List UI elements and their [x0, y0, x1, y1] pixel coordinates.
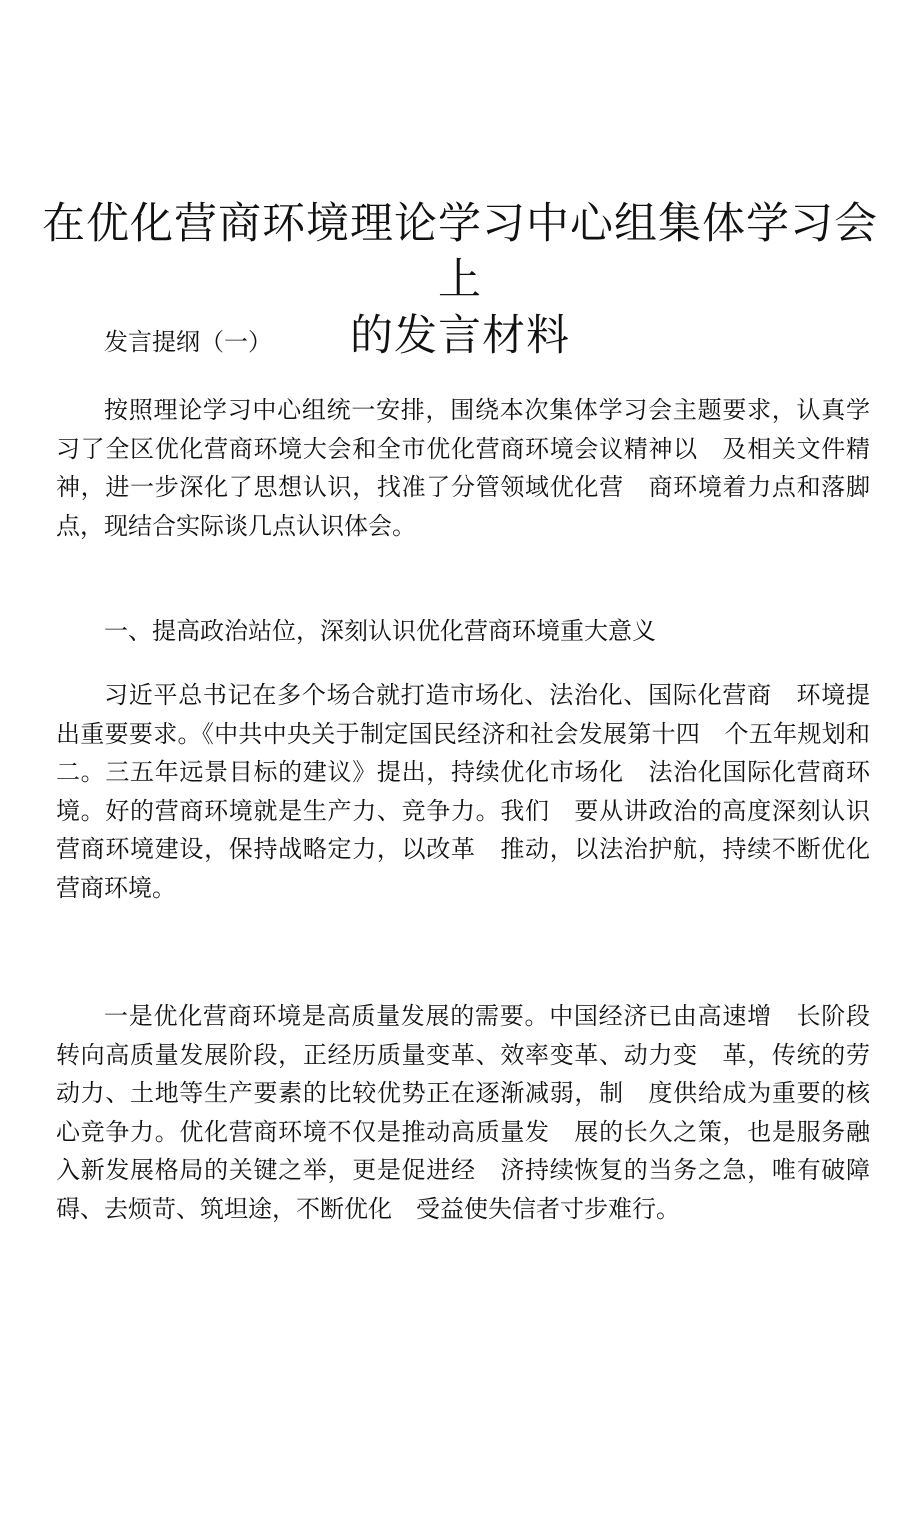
section-heading-1: 一、提高政治站位，深刻认识优化营商环境重大意义: [104, 617, 656, 645]
body-paragraph-1: 习近平总书记在多个场合就打造市场化、法治化、国际化营商 环境提出重要要求。《中共中央关于制定国民经济和社会发展第十四 个五年规划和二。三五年远景目标的建议》提出，持续优化市场化 法治化国际化营商环境。好的营商环境就是生产力、竞争力。我们 要从讲政治的高度深刻认识营商环境建设，保持战略定力，以改革 推动，以法治护航，持续不断优化营商环境。: [56, 681, 870, 902]
body-paragraph-2: 一是优化营商环境是高质量发展的需要。中国经济已由高速增 长阶段转向高质量发展阶段，正经历质量变革、效率变革、动力变 革，传统的劳动力、土地等生产要素的比较优势正在逐渐减弱，制 度供给成为重要的核心竞争力。优化营商环境不仅是推动高质量发 展的长久之策，也是服务融入新发展格局的关键之举，更是促进经 济持续恢复的当务之急，唯有破障碍、去烦苛、筑坦途，不断优化 受益使失信者寸步难行。: [56, 1002, 870, 1223]
title-line-2: 的发言材料: [350, 311, 570, 361]
intro-paragraph: 按照理论学习中心组统一安排，围绕本次集体学习会主题要求，认真学习了全区优化营商环境大会和全市优化营商环境会议精神以 及相关文件精神，进一步深化了思想认识，找准了分管领域优化营 商环境着力点和落脚点，现结合实际谈几点认识体会。: [56, 396, 870, 540]
outline-label: 发言提纲（一）: [104, 328, 272, 356]
title-line-1: 在优化营商环境理论学习中心组集体学习会上: [42, 199, 878, 305]
